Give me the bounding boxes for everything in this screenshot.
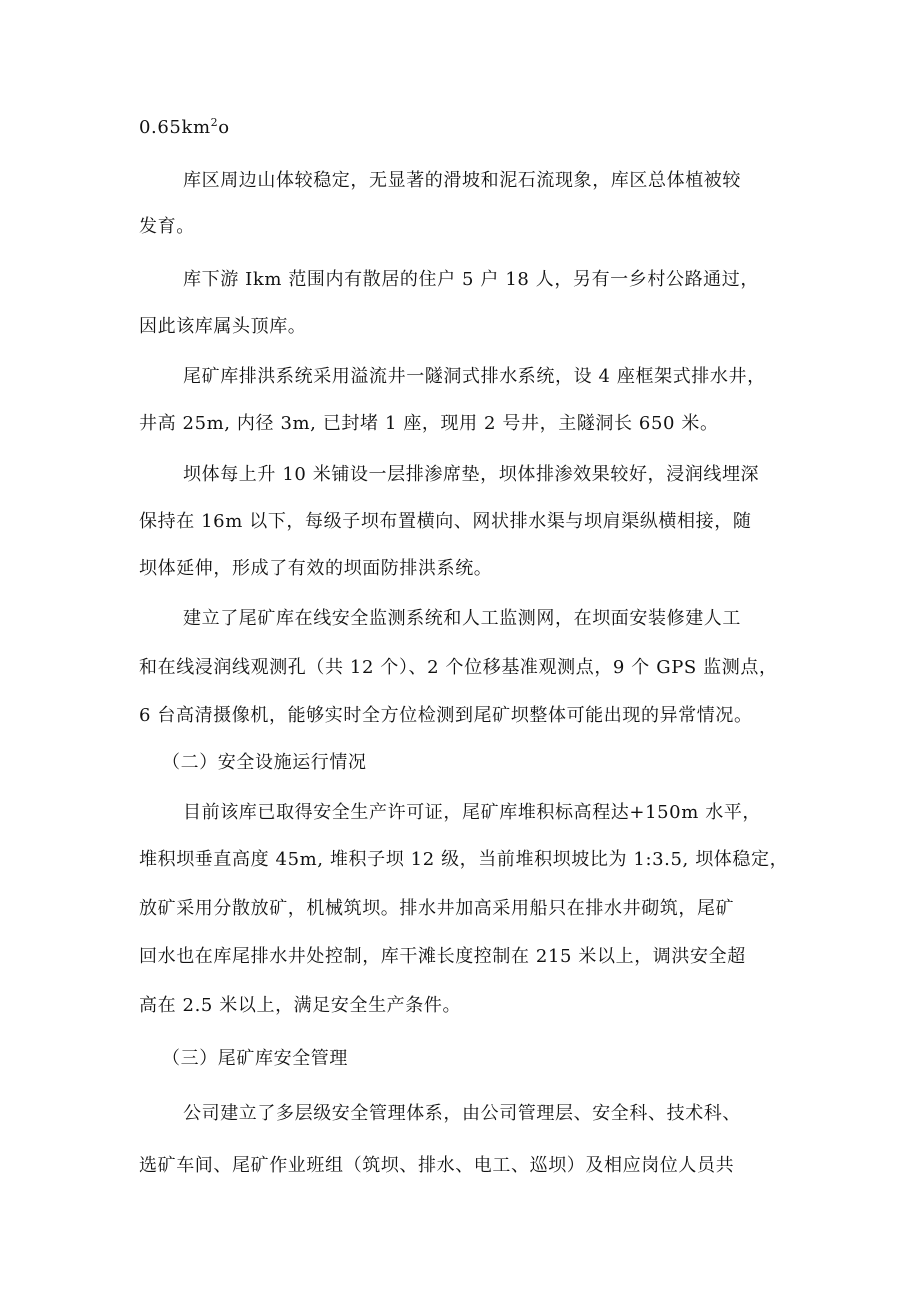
paragraph-6-line-2: 堆积坝垂直高度 45m, 堆积子坝 12 级，当前堆积坝坡比为 1:3.5, 坝体稳定， xyxy=(139,849,789,870)
area-line xyxy=(139,116,799,140)
paragraph-5-line-3: 6 台高清摄像机，能够实时全方位检测到尾矿坝整体可能出现的异常情况。 xyxy=(139,705,753,726)
paragraph-6-line-4: 回水也在库尾排水井处控制，库干滩长度控制在 215 米以上，调洪安全超 xyxy=(139,946,746,967)
area-value: 0.65km xyxy=(139,117,211,138)
paragraph-1-line-1: 库区周边山体较稳定，无显著的滑坡和泥石流现象，库区总体植被较 xyxy=(183,170,741,191)
paragraph-6-line-5: 高在 2.5 米以上，满足安全生产条件。 xyxy=(139,995,462,1016)
paragraph-7-line-2: 选矿车间、尾矿作业班组（筑坝、排水、电工、巡坝）及相应岗位人员共 xyxy=(139,1155,735,1176)
paragraph-3-line-1: 尾矿库排洪系统采用溢流井一隧洞式排水系统，设 4 座框架式排水井， xyxy=(183,366,766,387)
paragraph-5-line-2: 和在线浸润线观测孔（共 12 个）、2 个位移基准观测点，9 个 GPS 监测点， xyxy=(139,657,778,678)
paragraph-7-line-1: 公司建立了多层级安全管理体系，由公司管理层、安全科、技术科、 xyxy=(183,1103,741,1124)
section-heading-3: （三）尾矿库安全管理 xyxy=(162,1048,348,1069)
paragraph-4-line-1: 坝体每上升 10 米铺设一层排渗席垫，坝体排渗效果较好，浸润线埋深 xyxy=(183,464,760,485)
paragraph-4-line-2: 保持在 16m 以下，每级子坝布置横向、网状排水渠与坝肩渠纵横相接，随 xyxy=(139,511,752,532)
paragraph-6-line-1: 目前该库已取得安全生产许可证，尾矿库堆积标高程达+150m 水平， xyxy=(183,802,762,823)
section-heading-2: （二）安全设施运行情况 xyxy=(162,752,367,773)
paragraph-4-line-3: 坝体延伸，形成了有效的坝面防排洪系统。 xyxy=(139,558,493,579)
paragraph-5-line-1: 建立了尾矿库在线安全监测系统和人工监测网，在坝面安装修建人工 xyxy=(183,608,741,629)
paragraph-6-line-3: 放矿采用分散放矿，机械筑坝。排水井加高采用船只在排水井砌筑，尾矿 xyxy=(139,898,735,919)
area-suffix: o xyxy=(218,117,230,138)
paragraph-1-line-2: 发育。 xyxy=(139,216,195,237)
paragraph-3-line-2: 井高 25m, 内径 3m, 已封堵 1 座，现用 2 号井，主隧洞长 650 米。 xyxy=(139,413,719,434)
paragraph-2-line-1: 库下游 Ikm 范围内有散居的住户 5 户 18 人，另有一乡村公路通过， xyxy=(183,269,759,290)
paragraph-2-line-2: 因此该库属头顶库。 xyxy=(139,316,307,337)
area-superscript: 2 xyxy=(210,116,219,129)
